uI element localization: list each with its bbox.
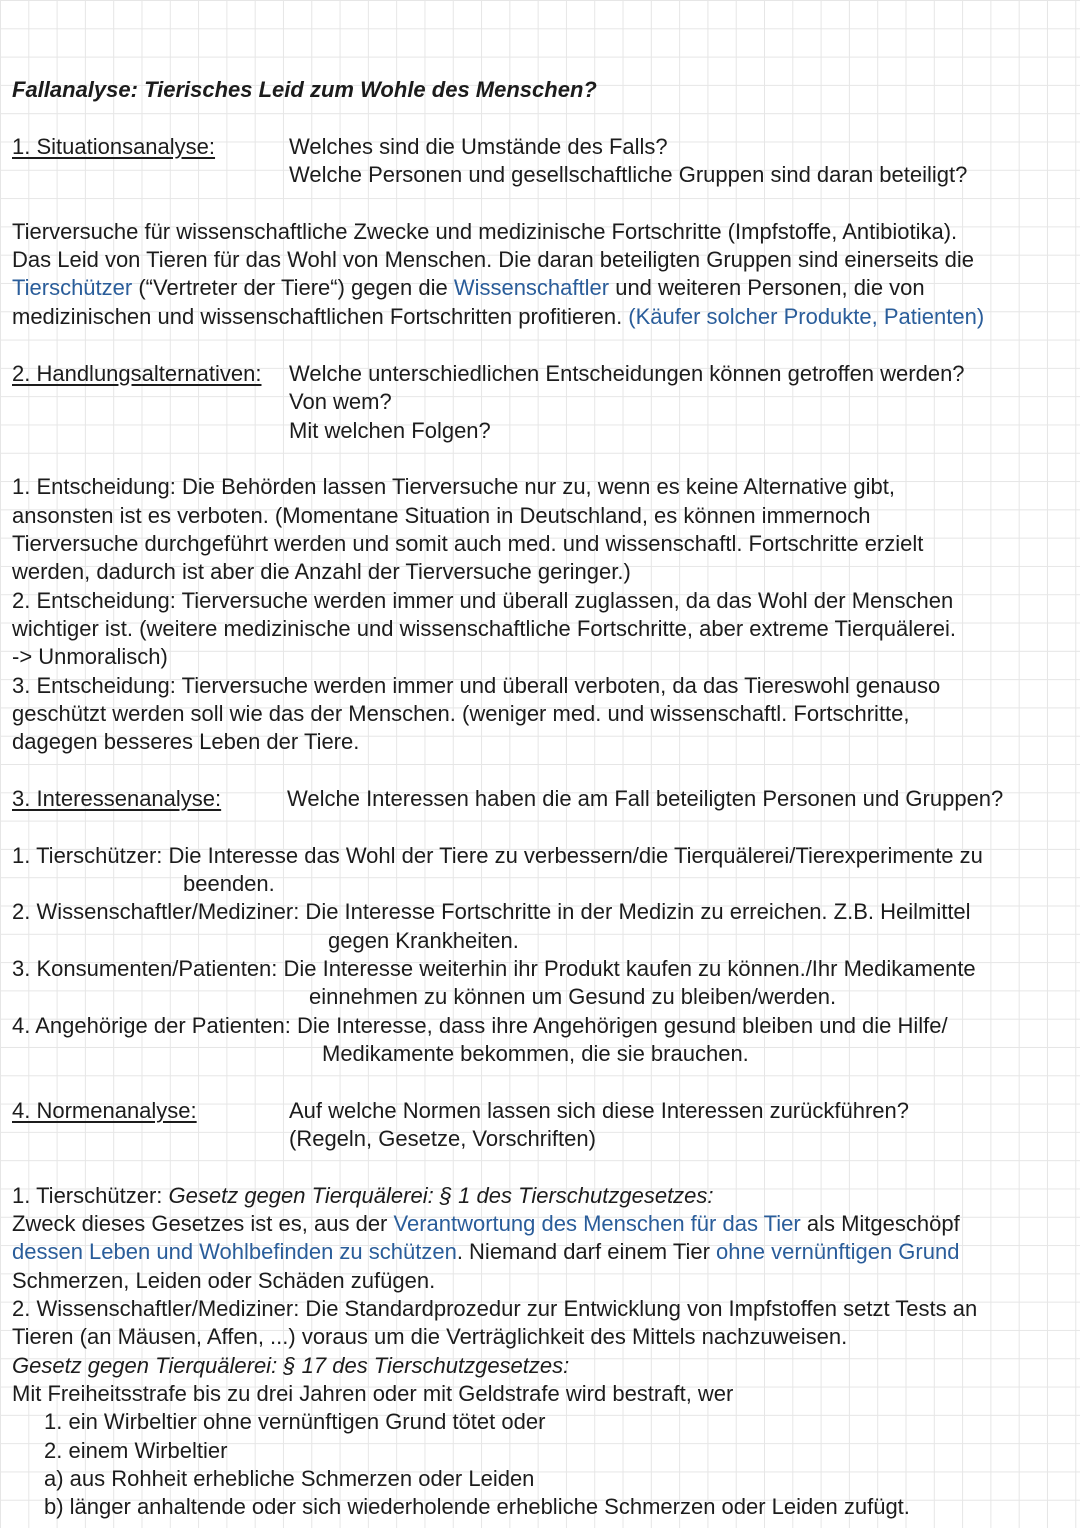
decision-line: 1. Entscheidung: Die Behörden lassen Tierversuche nur zu, wenn es keine Alternative gibt,	[12, 474, 895, 499]
highlight-verantwortung: Verantwortung des Menschen für das Tier	[393, 1211, 801, 1236]
guiding-question: Welche Interessen haben die am Fall beteiligten Personen und Gruppen?	[287, 786, 1004, 811]
decision-line: geschützt werden soll wie das der Menschen. (weniger med. und wissenschaftl. Fortschritte,	[12, 701, 910, 726]
paragraph-line: Tierversuche für wissenschaftliche Zwecke und medizinische Fortschritte (Impfstoffe, Antibiotika).	[12, 219, 958, 244]
highlight-kaeufer-patienten: (Käufer solcher Produkte, Patienten)	[628, 304, 985, 329]
law-reference: Gesetz gegen Tierquälerei: § 17 des Tierschutzgesetzes:	[12, 1353, 570, 1378]
section-heading-normenanalyse: 4. Normenanalyse:	[12, 1098, 197, 1123]
paragraph-line	[12, 303, 984, 331]
guiding-question: Auf welche Normen lassen sich diese Interessen zurückführen?	[289, 1098, 909, 1123]
guiding-question: Welche Personen und gesellschaftliche Gruppen sind daran beteiligt?	[289, 162, 968, 187]
decision-line: 2. Entscheidung: Tierversuche werden immer und überall zuglassen, da das Wohl der Menschen	[12, 588, 954, 613]
decision-line: 3. Entscheidung: Tierversuche werden immer und überall verboten, da das Tiereswohl genauso	[12, 673, 941, 698]
interest-item: 4. Angehörige der Patienten: Die Interesse, dass ihre Angehörigen gesund bleiben und die Hilfe/	[12, 1013, 948, 1038]
interest-item-continuation: beenden.	[183, 871, 275, 896]
interest-item: 2. Wissenschaftler/Mediziner: Die Interesse Fortschritte in der Medizin zu erreichen. Z.B. Heilmittel	[12, 899, 971, 924]
section-heading-situationsanalyse: 1. Situationsanalyse:	[12, 134, 216, 159]
decision-line: wichtiger ist. (weitere medizinische und wissenschaftliche Fortschritte, aber extreme Tierquälerei.	[12, 616, 956, 641]
decision-line: werden, dadurch ist aber die Anzahl der Tierversuche geringer.)	[12, 559, 631, 584]
page-title: Fallanalyse: Tierisches Leid zum Wohle des Menschen?	[12, 77, 597, 102]
text-span: . Niemand darf einem Tier	[456, 1239, 717, 1264]
paragraph-line	[12, 274, 925, 302]
text-span: medizinischen und wissenschaftlichen Fortschritten profitieren.	[12, 304, 629, 329]
interest-item-continuation: einnehmen zu können um Gesund zu bleiben/werden.	[309, 984, 837, 1009]
norm-line: 2. Wissenschaftler/Mediziner: Die Standardprozedur zur Entwicklung von Impfstoffen setzt Tests an	[12, 1296, 978, 1321]
guiding-question: (Regeln, Gesetze, Vorschriften)	[289, 1126, 596, 1151]
highlight-ohne-grund: ohne vernünftigen Grund	[716, 1239, 960, 1264]
text-span: (“Vertreter der Tiere“) gegen die	[132, 275, 454, 300]
law-reference: Gesetz gegen Tierquälerei: § 1 des Tierschutzgesetzes:	[168, 1183, 714, 1208]
norm-line: Mit Freiheitsstrafe bis zu drei Jahren oder mit Geldstrafe wird bestraft, wer	[12, 1381, 734, 1406]
text-span: als Mitgeschöpf	[800, 1211, 960, 1236]
text-span: und weiteren Personen, die von	[609, 275, 925, 300]
text-span: Zweck dieses Gesetzes ist es, aus der	[12, 1211, 394, 1236]
decision-line: Tierversuche durchgeführt werden und somit auch med. und wissenschaftl. Fortschritte erzielt	[12, 531, 924, 556]
highlight-tierschuetzer: Tierschützer	[12, 275, 133, 300]
interest-item-continuation: gegen Krankheiten.	[328, 928, 519, 953]
interest-item: 3. Konsumenten/Patienten: Die Interesse weiterhin ihr Produkt kaufen zu können./Ihr Medikamente	[12, 956, 976, 981]
norm-line: Tieren (an Mäusen, Affen, ...) voraus um die Verträglichkeit des Mittels nachzuweisen.	[12, 1324, 848, 1349]
law-list-item: 2. einem Wirbeltier	[44, 1438, 228, 1463]
paragraph-line: Das Leid von Tieren für das Wohl von Menschen. Die daran beteiligten Gruppen sind einerseits die	[12, 247, 975, 272]
norm-line	[12, 1238, 959, 1266]
law-list-item: 1. ein Wirbeltier ohne vernünftigen Grund tötet oder	[44, 1409, 546, 1434]
section-heading-handlungsalternativen: 2. Handlungsalternativen:	[12, 361, 262, 386]
decision-line: dagegen besseres Leben der Tiere.	[12, 729, 360, 754]
decision-line: -> Unmoralisch)	[12, 644, 168, 669]
guiding-question: Welches sind die Umstände des Falls?	[289, 134, 668, 159]
interest-item: 1. Tierschützer: Die Interesse das Wohl der Tiere zu verbessern/die Tierquälerei/Tierexperimente zu	[12, 843, 983, 868]
highlight-leben-schuetzen: dessen Leben und Wohlbefinden zu schützen	[12, 1239, 457, 1264]
norm-line: Schmerzen, Leiden oder Schäden zufügen.	[12, 1268, 436, 1293]
section-heading-interessenanalyse: 3. Interessenanalyse:	[12, 786, 222, 811]
decision-line: ansonsten ist es verboten. (Momentane Situation in Deutschland, es können immernoch	[12, 503, 871, 528]
law-list-item: b) länger anhaltende oder sich wiederholende erhebliche Schmerzen oder Leiden zufügt.	[44, 1494, 910, 1519]
interest-item-continuation: Medikamente bekommen, die sie brauchen.	[322, 1041, 749, 1066]
guiding-question: Welche unterschiedlichen Entscheidungen können getroffen werden?	[289, 361, 965, 386]
highlight-wissenschaftler: Wissenschaftler	[453, 275, 610, 300]
law-list-item: a) aus Rohheit erhebliche Schmerzen oder Leiden	[44, 1466, 535, 1491]
norm-line	[12, 1182, 714, 1210]
norm-line	[12, 1210, 960, 1238]
guiding-question: Von wem?	[289, 389, 392, 414]
text-span: 1. Tierschützer:	[12, 1183, 169, 1208]
guiding-question: Mit welchen Folgen?	[289, 418, 491, 443]
